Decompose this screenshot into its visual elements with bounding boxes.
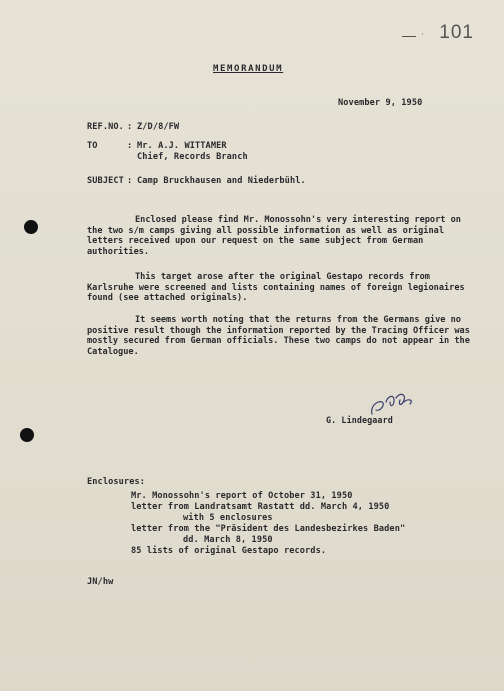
signatory-name: G. Lindegaard	[326, 415, 393, 425]
memo-title: MEMORANDUM	[213, 64, 284, 74]
enclosure-line-4: letter from the "Präsident des Landesbezirkes Baden"	[131, 524, 406, 534]
enclosure-line-3: with 5 enclosures	[183, 513, 273, 523]
pen-mark: '	[422, 32, 424, 41]
ref-value: Z/D/8/FW	[137, 122, 180, 132]
paragraph-2-text: This target arose after the original Gestapo records from Karlsruhe were screened and lists containing names of foreign legionaires found (see attached originals).	[87, 272, 465, 304]
enclosure-line-5: dd. March 8, 1950	[183, 535, 273, 545]
to-label: TO	[87, 141, 98, 151]
memo-date: November 9, 1950	[338, 98, 423, 108]
to-name: Mr. A.J. WITTAMER	[137, 141, 227, 151]
enclosure-line-6: 85 lists of original Gestapo records.	[131, 546, 327, 556]
paragraph-3-text: It seems worth noting that the returns from the Germans give no positive result though the information reported by the Tracing Officer was mostly secured from German officials. These two camps do not appear in the Catalogue.	[87, 315, 470, 357]
to-position: Chief, Records Branch	[137, 152, 248, 162]
paragraph-2	[87, 272, 477, 304]
to-colon: :	[127, 141, 133, 151]
ref-label: REF.NO.	[87, 122, 124, 132]
paragraph-1-text: Enclosed please find Mr. Monossohn's very interesting report on the two s/m camps giving all possible information as well as original letters received upon our request on the same subject from German authorities.	[87, 215, 461, 257]
page-number: 101	[439, 22, 474, 43]
pen-dash	[402, 36, 416, 37]
subject-label: SUBJECT	[87, 176, 124, 186]
subject-colon: :	[127, 176, 133, 186]
paragraph-1	[87, 215, 477, 257]
enclosures-label: Enclosures:	[87, 477, 146, 487]
typist-initials: JN/hw	[87, 577, 114, 587]
punch-hole-top	[24, 220, 38, 234]
enclosure-line-1: Mr. Monossohn's report of October 31, 1950	[131, 491, 353, 501]
enclosure-line-2: letter from Landratsamt Rastatt dd. March 4, 1950	[131, 502, 390, 512]
subject-value: Camp Bruckhausen and Niederbühl.	[137, 176, 306, 186]
ref-colon: :	[127, 122, 133, 132]
punch-hole-bottom	[20, 428, 34, 442]
paragraph-3	[87, 315, 477, 357]
